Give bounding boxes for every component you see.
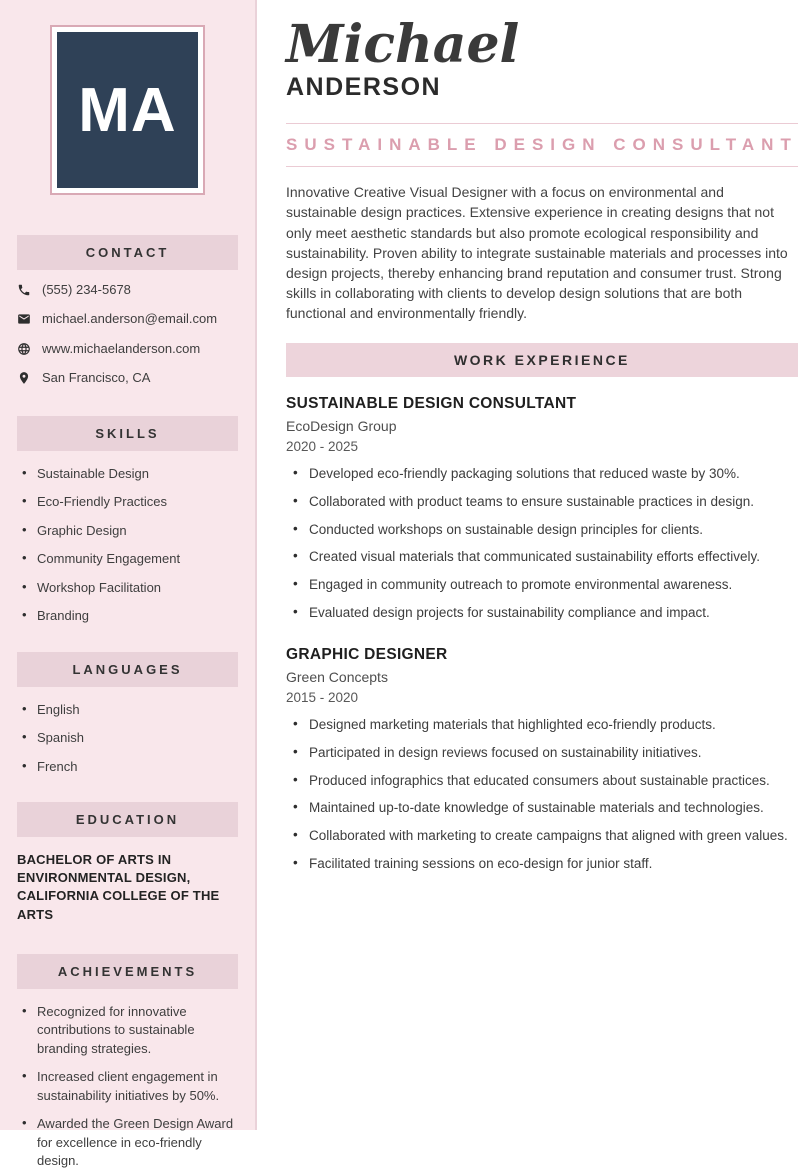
email-icon — [17, 312, 31, 326]
job-entry-2 — [286, 646, 798, 873]
job-bullet: • Produced infographics that educated consumers about sustainable practices. — [293, 772, 798, 790]
location-value: San Francisco, CA — [42, 369, 151, 385]
job-dates: 2020 - 2025 — [286, 439, 359, 455]
contact-website — [17, 341, 238, 357]
achievements-list — [17, 1003, 238, 1170]
education-section-header: EDUCATION — [17, 802, 238, 837]
job-bullet: • Facilitated training sessions on eco-design for junior staff. — [293, 855, 798, 873]
phone-icon — [17, 283, 31, 297]
contact-section-header: CONTACT — [17, 235, 238, 270]
language-item: • French — [22, 758, 238, 776]
role-title: SUSTAINABLE DESIGN CONSULTANT — [286, 135, 798, 155]
job-bullet-list — [286, 465, 798, 622]
job-bullet: • Participated in design reviews focused on sustainability initiatives. — [293, 744, 798, 762]
job-bullet: • Evaluated design projects for sustainability compliance and impact. — [293, 604, 798, 622]
languages-section-header: LANGUAGES — [17, 652, 238, 687]
divider-bottom — [286, 166, 798, 167]
achievement-item: • Recognized for innovative contributions to sustainable branding strategies. — [22, 1003, 238, 1058]
professional-summary: Innovative Creative Visual Designer with a focus on environmental and sustainable design practices. Extensive experience in creating designs that not only meet aesthetic standards but also promote ecological responsibility and sustainability. Proven ability to integrate sustainable materials and processes into design projects, thereby enhancing brand reputation and consumer trust. Strong skills in collaborating with clients to develop design solutions that are both functional and environmentally friendly. — [286, 184, 788, 322]
contact-location — [17, 370, 238, 386]
language-item: • English — [22, 701, 238, 719]
job-bullet: • Maintained up-to-date knowledge of sustainable materials and technologies. — [293, 799, 798, 817]
achievement-item: • Awarded the Green Design Award for excellence in eco-friendly design. — [22, 1115, 238, 1170]
skills-list — [17, 465, 238, 626]
monogram: MA — [57, 32, 198, 188]
last-name: ANDERSON — [286, 73, 442, 102]
education-degree: BACHELOR OF ARTS IN ENVIRONMENTAL DESIGN, CALIFORNIA COLLEGE OF THE ARTS — [17, 852, 220, 922]
job-bullet: • Developed eco-friendly packaging solutions that reduced waste by 30%. — [293, 465, 798, 483]
skill-item: • Branding — [22, 607, 238, 625]
job-title: GRAPHIC DESIGNER — [286, 646, 448, 664]
skills-section-header: SKILLS — [17, 416, 238, 451]
monogram-frame — [50, 25, 205, 195]
job-bullet: • Collaborated with product teams to ensure sustainable practices in design. — [293, 493, 798, 511]
contact-email — [17, 311, 238, 327]
job-title: SUSTAINABLE DESIGN CONSULTANT — [286, 395, 577, 413]
skill-item: • Graphic Design — [22, 522, 238, 540]
language-item: • Spanish — [22, 729, 238, 747]
location-icon — [17, 371, 31, 385]
work-experience-header: WORK EXPERIENCE — [286, 343, 798, 377]
skill-item: • Community Engagement — [22, 550, 238, 568]
globe-icon — [17, 342, 31, 356]
skill-item: • Eco-Friendly Practices — [22, 493, 238, 511]
achievement-item: • Increased client engagement in sustainability initiatives by 50%. — [22, 1068, 238, 1105]
job-company: EcoDesign Group — [286, 418, 397, 435]
job-bullet-list — [286, 716, 798, 873]
job-company: Green Concepts — [286, 669, 388, 686]
phone-value: (555) 234-5678 — [42, 282, 131, 297]
skill-item: • Sustainable Design — [22, 465, 238, 483]
job-bullet: • Designed marketing materials that highlighted eco-friendly products. — [293, 716, 798, 734]
sidebar — [0, 0, 257, 1168]
job-bullet: • Engaged in community outreach to promote environmental awareness. — [293, 576, 798, 594]
first-name: Michael — [286, 14, 520, 75]
job-bullet: • Collaborated with marketing to create campaigns that aligned with green values. — [293, 827, 798, 845]
achievements-section-header: ACHIEVEMENTS — [17, 954, 238, 989]
job-bullet: • Conducted workshops on sustainable design principles for clients. — [293, 521, 798, 539]
job-bullet: • Created visual materials that communicated sustainability efforts effectively. — [293, 548, 798, 566]
skill-item: • Workshop Facilitation — [22, 579, 238, 597]
contact-phone — [17, 282, 238, 298]
website-value: www.michaelanderson.com — [42, 340, 201, 356]
contact-list — [17, 282, 238, 386]
job-dates: 2015 - 2020 — [286, 690, 359, 706]
languages-list — [17, 701, 238, 776]
main-column — [257, 0, 800, 1130]
email-value: michael.anderson@email.com — [42, 311, 218, 327]
job-entry-1 — [286, 395, 798, 622]
